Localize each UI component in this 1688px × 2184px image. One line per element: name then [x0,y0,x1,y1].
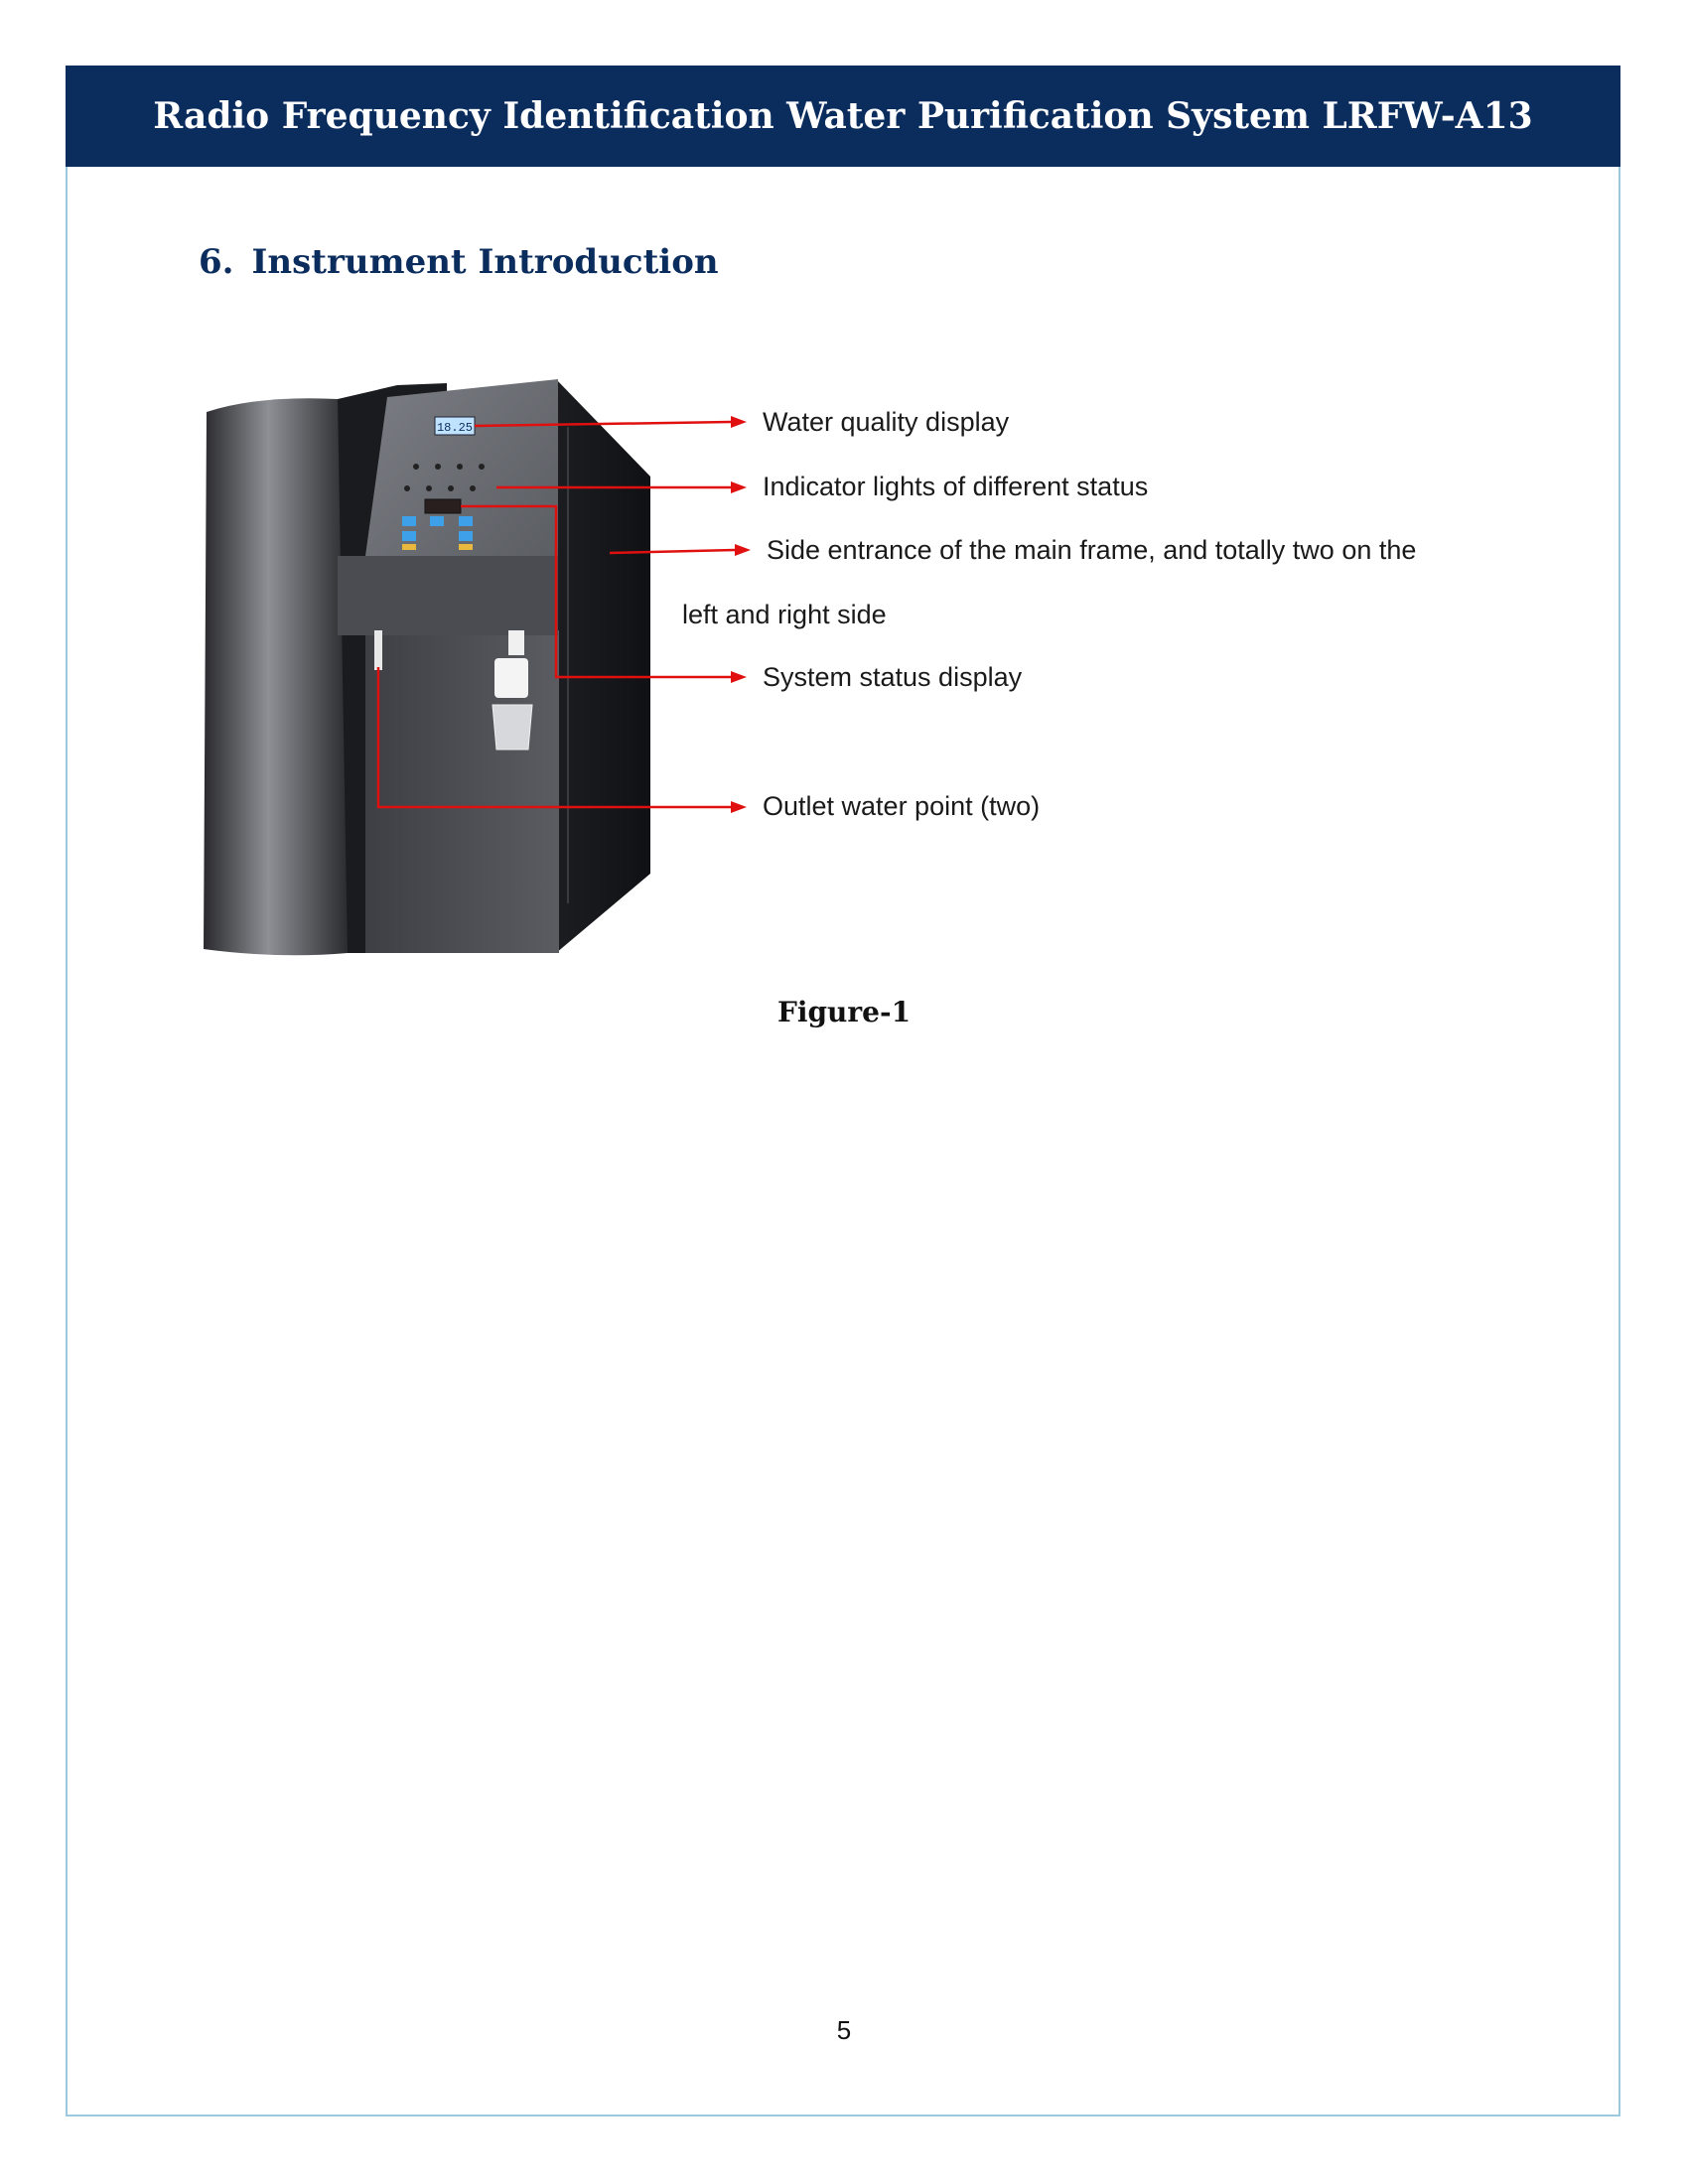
page-number: 5 [836,2015,852,2045]
system-status-lcd [425,499,461,513]
section-number: 6. [199,242,234,282]
callout-water-quality-display: Water quality display [763,407,1010,437]
outlet-nozzle-left [374,630,382,670]
callout-outlet-water-point: Outlet water point (two) [763,791,1041,821]
document-title: Radio Frequency Identification Water Purification System LRFW-A13 [153,95,1533,137]
figure-caption: Figure-1 [776,996,912,1028]
callout-side-entrance-line2: left and right side [682,600,887,629]
water-tank [204,398,348,955]
callout-side-entrance-line1: Side entrance of the main frame, and totally two on the [767,535,1417,565]
section-title: Instrument Introduction [251,242,719,282]
callout-indicator-lights: Indicator lights of different status [763,472,1149,501]
document-header [66,66,1620,167]
main-frame-side [556,379,650,953]
section-heading [199,242,719,282]
lcd-reading: 18.25 [436,421,474,435]
callout-system-status-display: System status display [763,662,1023,692]
instrument-figure [199,367,1509,963]
front-lower-panel [365,630,559,953]
